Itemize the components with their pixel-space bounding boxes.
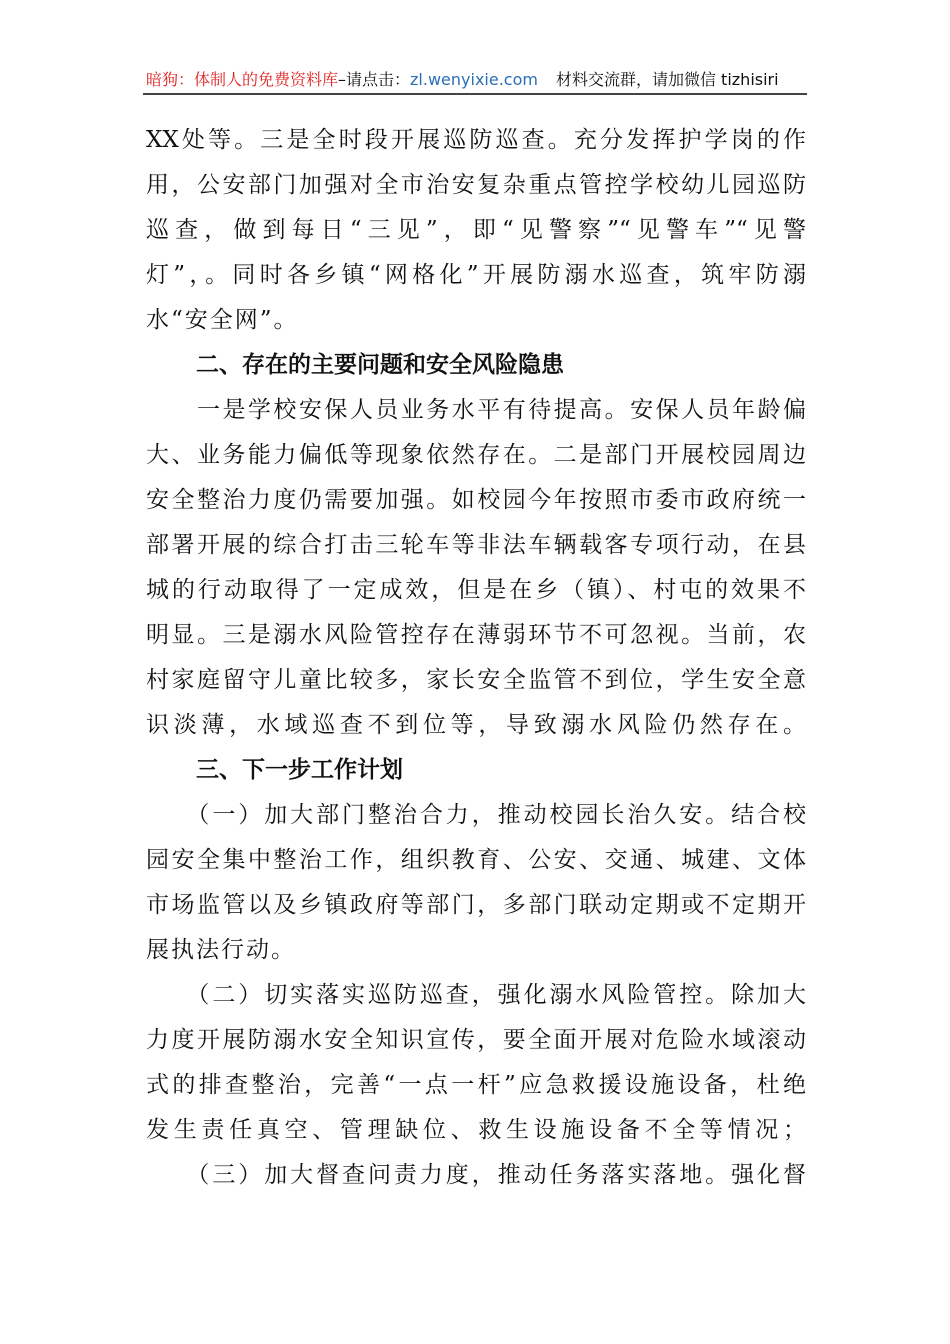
header-link[interactable]: zl.wenyixie.com <box>410 70 538 89</box>
text-line: 市场监管以及乡镇政府等部门，多部门联动定期或不定期开 <box>146 892 806 918</box>
text-line: 部署开展的综合打击三轮车等非法车辆载客专项行动，在县 <box>146 532 806 558</box>
text-line: 大、业务能力偏低等现象依然存在。二是部门开展校园周边 <box>146 442 806 468</box>
text-line: 巡查，做到每日“三见”，即“见警察”“见警车”“见警 <box>146 217 806 243</box>
text-line: 园安全集中整治工作，组织教育、公安、交通、城建、文体 <box>146 847 806 873</box>
header-note: 材料交流群，请加微信 tizhisiri <box>555 70 779 89</box>
text-line: 发生责任真空、管理缺位、救生设施设备不全等情况； <box>146 1117 806 1143</box>
header-divider <box>143 93 807 95</box>
text-line: （三）加大督查问责力度，推动任务落实落地。强化督 <box>146 1162 806 1188</box>
header-site-name: 暗狗：体制人的免费资料库 <box>146 70 339 89</box>
page-header <box>146 68 806 92</box>
text-line: 一是学校安保人员业务水平有待提高。安保人员年龄偏 <box>146 397 806 423</box>
header-prompt: –请点击： <box>338 70 411 89</box>
text-line: 式的排查整治，完善“一点一杆”应急救援设施设备，杜绝 <box>146 1072 806 1098</box>
text-line: 力度开展防溺水安全知识宣传，要全面开展对危险水域滚动 <box>146 1027 806 1053</box>
document-body <box>146 118 806 1198</box>
text-line: 村家庭留守儿童比较多，家长安全监管不到位，学生安全意 <box>146 667 806 693</box>
text-line: 安全整治力度仍需要加强。如校园今年按照市委市政府统一 <box>146 487 806 513</box>
section-heading: 二、存在的主要问题和安全风险隐患 <box>196 352 564 378</box>
text-line: 用，公安部门加强对全市治安复杂重点管控学校幼儿园巡防 <box>146 172 806 198</box>
text-line: （一）加大部门整治合力，推动校园长治久安。结合校 <box>146 802 806 828</box>
text-line: 城的行动取得了一定成效，但是在乡（镇）、村屯的效果不 <box>146 577 806 603</box>
text-line: 水“安全网”。 <box>146 307 299 333</box>
text-line: 识淡薄，水域巡查不到位等，导致溺水风险仍然存在。 <box>146 712 806 738</box>
section-heading: 三、下一步工作计划 <box>196 757 403 783</box>
text-line: 灯”，。同时各乡镇“网格化”开展防溺水巡查，筑牢防溺 <box>146 262 806 288</box>
text-line: （二）切实落实巡防巡查，强化溺水风险管控。除加大 <box>146 982 806 1008</box>
text-line: XX处等。三是全时段开展巡防巡查。充分发挥护学岗的作 <box>146 127 806 153</box>
text-line: 展执法行动。 <box>146 937 296 963</box>
text-line: 明显。三是溺水风险管控存在薄弱环节不可忽视。当前，农 <box>146 622 806 648</box>
